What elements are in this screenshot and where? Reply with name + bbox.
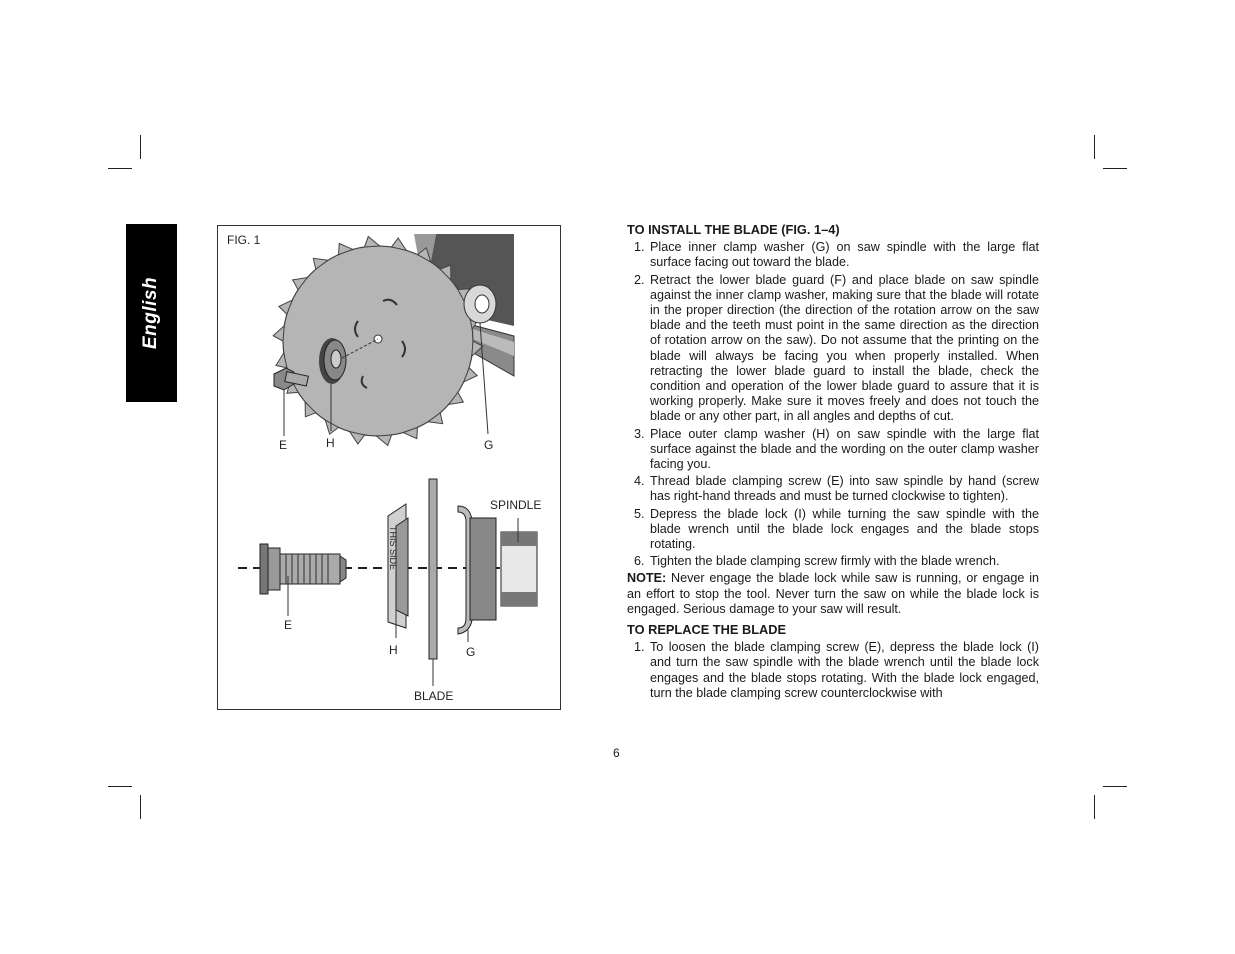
svg-text:THIS SIDE: THIS SIDE bbox=[388, 526, 398, 571]
spindle bbox=[501, 532, 537, 606]
crop-mark bbox=[108, 168, 132, 169]
label-h-top: H bbox=[326, 436, 335, 450]
crop-mark bbox=[1103, 786, 1127, 787]
blade-assembly-illustration bbox=[218, 226, 562, 711]
install-steps bbox=[627, 240, 1039, 569]
blade-cross-section bbox=[429, 479, 437, 659]
label-g-bottom: G bbox=[466, 645, 476, 659]
figure-1 bbox=[217, 225, 561, 710]
list-item: 2. Retract the lower blade guard (F) and place blade on saw spindle against the inner clamp washer, making sure that the blade will rotate in the proper direction (the direction of the rotation arrow on the saw blade and the teeth must point in the same direction as the direction of rotation arrow on the saw). Do not assume that the printing on the blade will always be facing you when properly installed. When retracting the lower blade guard to install the blade, check the condition and operation of the lower blade guard to assure that it is working properly. Make sure it moves freely and does not touch the blade or any other part, in all angles and depths of cut. bbox=[634, 272, 1039, 424]
saw-tooth bbox=[376, 435, 391, 446]
list-item: 3. Place outer clamp washer (H) on saw spindle with the large flat surface against the blade and the wording on the outer clamp washer facing you. bbox=[634, 426, 1039, 472]
label-e-top: E bbox=[279, 438, 288, 452]
crop-mark bbox=[1094, 795, 1095, 819]
list-item: 5. Depress the blade lock (I) while turning the saw spindle with the blade wrench until the blade lock engages and the blade stops rotating. bbox=[634, 506, 1039, 552]
label-e-bottom: E bbox=[284, 618, 293, 632]
inner-washer-bottom bbox=[458, 506, 496, 634]
crop-mark bbox=[140, 135, 141, 159]
list-item: 1. To loosen the blade clamping screw (E), depress the blade lock (I) and turn the saw spindle with the blade wrench until the blade lock engages and the blade stops rotating. With the blade lock engaged, turn the blade clamping screw counterclockwise with bbox=[634, 640, 1039, 700]
install-heading: TO INSTALL THE BLADE (FIG. 1–4) bbox=[627, 222, 840, 237]
page-number: 6 bbox=[613, 746, 620, 760]
replace-steps bbox=[627, 640, 1039, 701]
instructions-column bbox=[627, 222, 1039, 703]
inner-washer-top bbox=[464, 285, 496, 323]
language-label: English bbox=[140, 276, 162, 350]
saw-tooth bbox=[273, 326, 284, 341]
list-item: 1. Place inner clamp washer (G) on saw spindle with the large flat surface facing out toward the blade. bbox=[634, 240, 1039, 270]
screw-bottom bbox=[260, 544, 346, 594]
note-label: NOTE: bbox=[627, 571, 667, 586]
saw-tooth bbox=[364, 236, 379, 247]
label-g-top: G bbox=[484, 438, 494, 452]
note-paragraph: NOTE: Never engage the blade lock while saw is running, or engage in an effort to stop the tool. Never turn the saw on while the blade lock is engaged. Serious damage to your saw will result. bbox=[627, 571, 1039, 616]
language-tab bbox=[126, 224, 177, 402]
crop-mark bbox=[1103, 168, 1127, 169]
crop-mark bbox=[108, 786, 132, 787]
label-spindle: SPINDLE bbox=[490, 498, 542, 512]
figure-title: FIG. 1 bbox=[227, 233, 261, 247]
replace-heading: TO REPLACE THE BLADE bbox=[627, 622, 787, 638]
outer-washer-bottom bbox=[388, 504, 408, 628]
label-h-bottom: H bbox=[389, 643, 398, 657]
crop-mark bbox=[140, 795, 141, 819]
list-item: 6. Tighten the blade clamping screw firmly with the blade wrench. bbox=[634, 554, 1000, 569]
list-item: 4. Thread blade clamping screw (E) into saw spindle by hand (screw has right-hand threads and must be turned clockwise to tighten). bbox=[634, 474, 1039, 504]
label-blade: BLADE bbox=[414, 689, 454, 703]
crop-mark bbox=[1094, 135, 1095, 159]
